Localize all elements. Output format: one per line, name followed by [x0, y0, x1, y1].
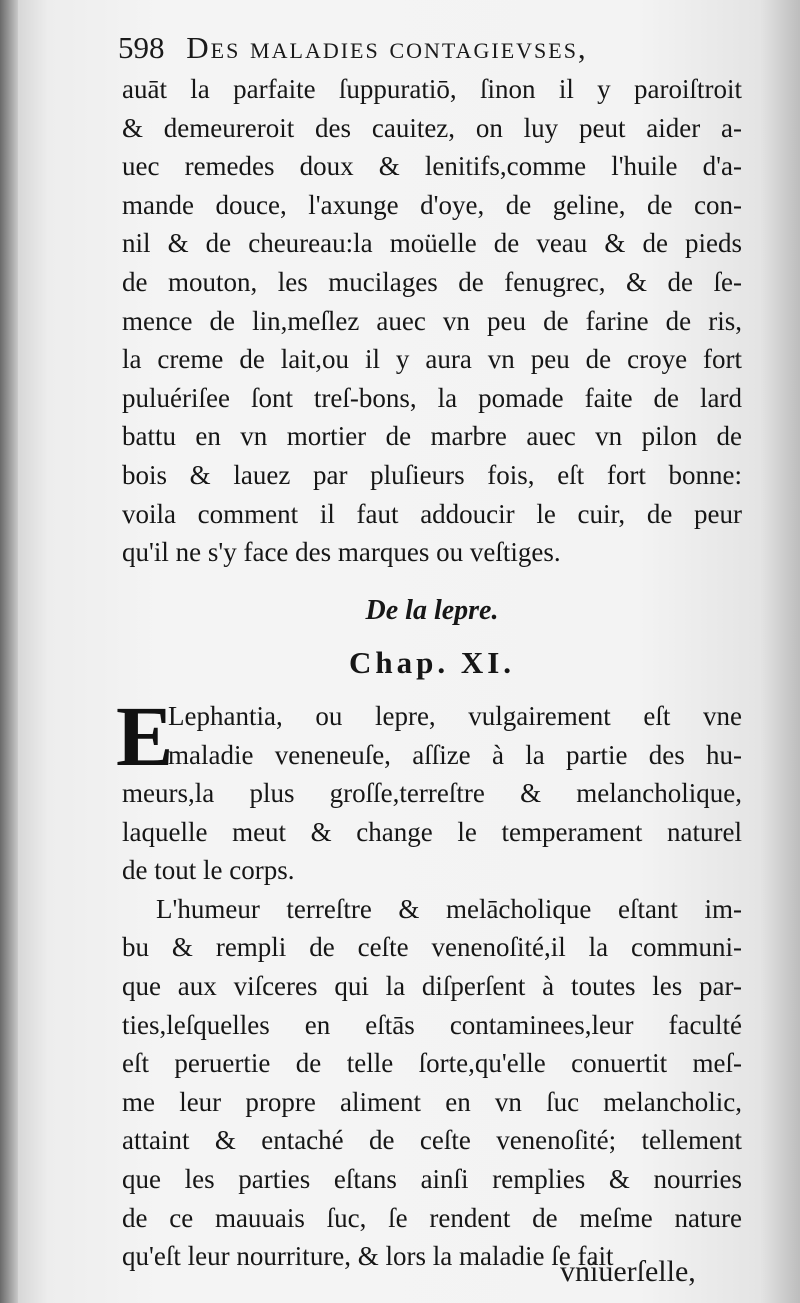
text-line: laquelle meut & change le temperament naturel: [122, 816, 742, 847]
text-block-two: [122, 697, 742, 890]
text-line: me leur propre aliment en vn ſuc melancholic,: [122, 1086, 742, 1117]
drop-capital: E: [116, 687, 174, 784]
text-block-one: [122, 70, 742, 572]
text-line: meurs,la plus groſſe,terreſtre & melancholique,: [122, 778, 742, 809]
text-line: qu'eſt leur nourriture, & lors la maladie ſe fait: [122, 1241, 614, 1272]
text-line: voila comment il faut addoucir le cuir, de peur: [122, 498, 742, 529]
text-line: de mouton, les mucilages de fenugrec, & de ſe-: [122, 266, 742, 297]
text-line: mande douce, l'axunge d'oye, de geline, de con-: [122, 189, 742, 220]
chapter-heading: [122, 644, 742, 683]
page-body: [116, 70, 742, 1276]
text-line: que aux viſceres qui la diſperſent à toutes les par-: [122, 971, 742, 1002]
text-line: que les parties eſtans ainſi remplies & nourries: [122, 1164, 742, 1195]
text-line: bu & rempli de ceſte venenoſité,il la communi-: [122, 932, 742, 963]
text-line: uec remedes doux & lenitifs,comme l'huile d'a-: [122, 151, 742, 182]
text-line: L'humeur terreſtre & melācholique eſtant im-: [156, 893, 742, 924]
page-header: [118, 30, 748, 66]
text-line: de ce mauuais ſuc, ſe rendent de meſme nature: [122, 1202, 742, 1233]
text-line: bois & lauez par pluſieurs fois, eſt fort bonne:: [122, 459, 742, 490]
text-block-three: [122, 890, 742, 1276]
text-line: la creme de lait,ou il y aura vn peu de croye fort: [122, 344, 742, 375]
text-line: qu'il ne s'y face des marques ou veſtiges.: [122, 537, 561, 568]
running-title: Des maladies contagievses,: [186, 30, 588, 65]
text-line: maladie veneneuſe, aſſize à la partie des hu-: [168, 739, 742, 770]
text-line: auāt la parfaite ſuppuratiō, ſinon il y paroiſtroit: [122, 74, 742, 104]
text-line: de tout le corps.: [122, 855, 295, 886]
chapter-label: Chap.: [348, 645, 450, 681]
text-line: & demeureroit des cauitez, on luy peut aider a-: [122, 112, 742, 143]
text-line: battu en vn mortier de marbre auec vn pilon de: [122, 421, 742, 452]
text-line: puluériſee ſont treſ-bons, la pomade faite de lard: [122, 382, 742, 413]
chapter-number: XI.: [460, 645, 516, 681]
text-line: ties,leſquelles en eſtās contaminees,leur faculté: [122, 1009, 742, 1040]
text-line: eſt peruertie de telle ſorte,qu'elle conuertit meſ-: [122, 1048, 742, 1079]
text-line: nil & de cheureau:la moüelle de veau & de pieds: [122, 228, 742, 259]
text-line: mence de lin,meſlez auec vn peu de farine de ris,: [122, 305, 742, 336]
text-line: attaint & entaché de ceſte venenoſité; tellement: [122, 1125, 742, 1156]
catchword: vniuerſelle,: [560, 1255, 696, 1288]
page-number: 598: [118, 30, 165, 65]
chapter-opening: [116, 687, 742, 890]
text-line: Lephantia, ou lepre, vulgairement eſt vne: [168, 700, 742, 731]
section-subtitle: De la lepre.: [365, 594, 499, 626]
page-gutter-shadow: [0, 0, 18, 1303]
